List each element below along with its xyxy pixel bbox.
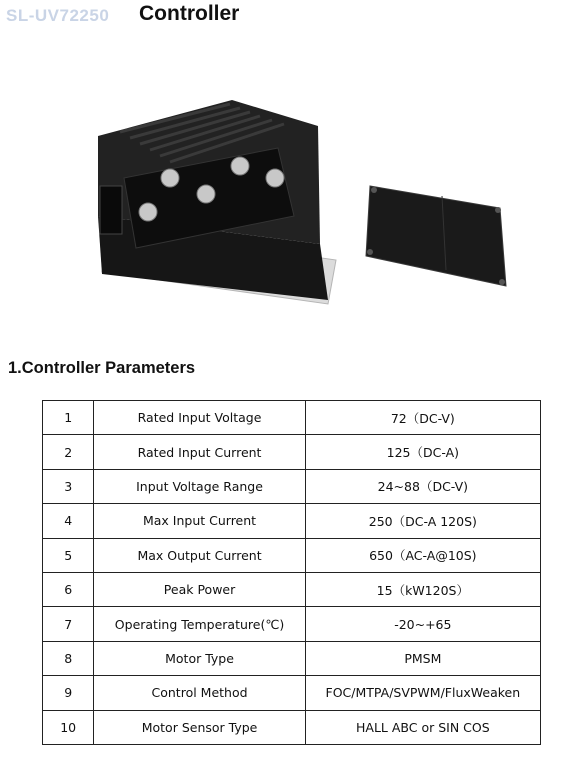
- page-title: Controller: [139, 2, 240, 25]
- param-name-cell: Control Method: [94, 676, 305, 710]
- table-row: [43, 469, 541, 503]
- param-value-cell: PMSM: [305, 641, 540, 675]
- param-name-cell: Peak Power: [94, 572, 305, 606]
- watermark-text: SL-UV72250: [6, 6, 110, 25]
- param-number-cell: 3: [43, 469, 94, 503]
- table-row: [43, 607, 541, 641]
- param-name-cell: Max Input Current: [94, 504, 305, 538]
- param-value-cell: 650（AC-A@10S): [305, 538, 540, 572]
- param-number-cell: 2: [43, 435, 94, 469]
- table-row: [43, 538, 541, 572]
- table-row: [43, 401, 541, 435]
- controller-photo: [80, 86, 520, 326]
- param-value-cell: 250（DC-A 120S): [305, 504, 540, 538]
- param-number-cell: 9: [43, 676, 94, 710]
- param-number-cell: 7: [43, 607, 94, 641]
- table-row: [43, 435, 541, 469]
- parameters-table: [42, 400, 541, 745]
- param-name-cell: Rated Input Voltage: [94, 401, 305, 435]
- connector-block: [100, 186, 122, 234]
- param-value-cell: 125（DC-A): [305, 435, 540, 469]
- param-number-cell: 1: [43, 401, 94, 435]
- table-row: [43, 676, 541, 710]
- param-number-cell: 10: [43, 710, 94, 744]
- param-number-cell: 4: [43, 504, 94, 538]
- title-row: [0, 0, 587, 32]
- table-row: [43, 710, 541, 744]
- param-value-cell: HALL ABC or SIN COS: [305, 710, 540, 744]
- param-name-cell: Operating Temperature(℃): [94, 607, 305, 641]
- param-name-cell: Max Output Current: [94, 538, 305, 572]
- param-name-cell: Rated Input Current: [94, 435, 305, 469]
- param-name-cell: Input Voltage Range: [94, 469, 305, 503]
- param-name-cell: Motor Sensor Type: [94, 710, 305, 744]
- table-row: [43, 572, 541, 606]
- table-row: [43, 504, 541, 538]
- param-name-cell: Motor Type: [94, 641, 305, 675]
- param-value-cell: 72（DC-V): [305, 401, 540, 435]
- param-value-cell: FOC/MTPA/SVPWM/FluxWeaken: [305, 676, 540, 710]
- cover-plate: [366, 186, 506, 286]
- param-value-cell: 24~88（DC-V): [305, 469, 540, 503]
- param-value-cell: 15（kW120S）: [305, 572, 540, 606]
- table-row: [43, 641, 541, 675]
- param-value-cell: -20~+65: [305, 607, 540, 641]
- param-number-cell: 6: [43, 572, 94, 606]
- param-number-cell: 5: [43, 538, 94, 572]
- section-heading: 1.Controller Parameters: [8, 359, 196, 377]
- param-number-cell: 8: [43, 641, 94, 675]
